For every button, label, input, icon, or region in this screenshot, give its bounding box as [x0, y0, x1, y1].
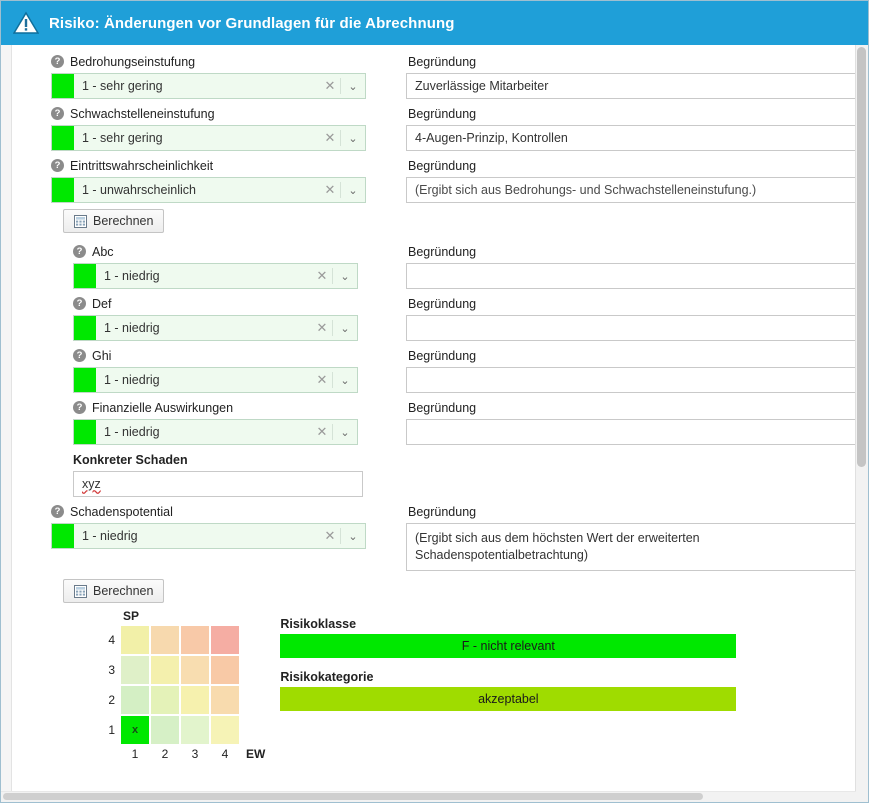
field-bedrohung	[51, 53, 391, 99]
label-text: Begründung	[408, 504, 477, 519]
reason-schwachstelle	[391, 105, 862, 151]
select-value: 1 - niedrig	[104, 425, 160, 439]
label-begruendung	[406, 347, 862, 364]
label-bedrohung	[51, 53, 391, 70]
label-begruendung	[406, 503, 862, 520]
label-text: Begründung	[408, 158, 477, 173]
matrix-y-axis-label: SP	[123, 609, 140, 623]
clear-icon[interactable]: ✕	[324, 528, 336, 543]
field-row-finanziell	[51, 399, 852, 445]
berechnen-button-label: Berechnen	[93, 214, 154, 228]
reason-finanziell	[391, 399, 862, 445]
matrix-y-tick: 4	[108, 633, 115, 647]
matrix-x-tick: 2	[161, 747, 169, 761]
matrix-cell[interactable]	[120, 655, 150, 685]
field-schwachstelle	[51, 105, 391, 151]
select-value: 1 - niedrig	[82, 529, 138, 543]
label-risikoklasse: Risikoklasse	[280, 617, 357, 631]
select-value: 1 - niedrig	[104, 321, 160, 335]
label-text: Begründung	[408, 348, 477, 363]
help-icon[interactable]: ?	[73, 401, 86, 414]
chevron-down-icon[interactable]: ⌄	[348, 530, 358, 543]
select-eintritt[interactable]	[51, 177, 366, 203]
field-row-schadenspotential	[51, 503, 852, 571]
select-def[interactable]	[73, 315, 358, 341]
help-icon[interactable]: ?	[73, 245, 86, 258]
matrix-row	[120, 685, 240, 715]
field-abc	[51, 243, 391, 289]
calculator-icon	[74, 215, 87, 228]
field-ghi	[51, 347, 391, 393]
field-row-eintritt	[51, 157, 852, 203]
matrix-y-tick: 1	[108, 723, 115, 737]
matrix-row	[120, 715, 240, 745]
matrix-x-ticks	[120, 747, 265, 761]
window-title: Risiko: Änderungen vor Grundlagen für die Abrechnung	[49, 14, 455, 32]
label-eintritt	[51, 157, 391, 174]
matrix-grid	[120, 625, 240, 745]
select-value: 1 - sehr gering	[82, 79, 163, 93]
color-swatch-icon	[52, 74, 74, 98]
label-abc	[73, 243, 391, 260]
label-begruendung	[406, 295, 862, 312]
field-row-bedrohung	[51, 53, 852, 99]
field-def	[51, 295, 391, 341]
field-eintritt	[51, 157, 391, 203]
label-finanziell	[73, 399, 391, 416]
label-text: Begründung	[408, 400, 477, 415]
label-text: Ghi	[92, 348, 112, 363]
horizontal-scrollbar-thumb[interactable]	[3, 793, 703, 800]
clear-icon[interactable]: ✕	[316, 320, 328, 335]
risk-matrix	[51, 609, 265, 761]
chevron-down-icon[interactable]: ⌄	[340, 426, 350, 439]
input-begruendung-abc[interactable]	[406, 263, 862, 289]
field-row-def	[51, 295, 852, 341]
input-konkreter-schaden[interactable]: xyz	[73, 471, 363, 497]
horizontal-scrollbar[interactable]	[1, 791, 856, 802]
matrix-cell[interactable]	[120, 625, 150, 655]
clear-icon[interactable]: ✕	[316, 424, 328, 439]
label-text: Abc	[92, 244, 114, 259]
warning-triangle-icon	[13, 11, 39, 35]
matrix-cell[interactable]	[180, 685, 210, 715]
input-begruendung-schadenspotential[interactable]: (Ergibt sich aus dem höchsten Wert der erweiterten Schadenspotentialbetrachtung)	[406, 523, 862, 571]
label-text: Schadenspotential	[70, 504, 173, 519]
label-def	[73, 295, 391, 312]
chevron-down-icon[interactable]: ⌄	[348, 80, 358, 93]
select-finanziell[interactable]	[73, 419, 358, 445]
label-konkreter-schaden	[73, 451, 391, 468]
berechnen-row-1	[63, 209, 852, 233]
help-icon[interactable]: ?	[51, 505, 64, 518]
select-schwachstelle[interactable]	[51, 125, 366, 151]
matrix-x-tick: 4	[221, 747, 229, 761]
reason-abc	[391, 243, 862, 289]
reason-eintritt	[391, 157, 862, 203]
risikokategorie-badge: akzeptabel	[280, 687, 736, 711]
clear-icon[interactable]: ✕	[324, 78, 336, 93]
berechnen-button-1[interactable]	[63, 209, 164, 233]
input-begruendung-bedrohung[interactable]: Zuverlässige Mitarbeiter	[406, 73, 862, 99]
risikoklasse-badge: F - nicht relevant	[280, 634, 736, 658]
matrix-cell[interactable]	[180, 715, 210, 745]
label-text: Def	[92, 296, 112, 311]
label-text: Eintrittswahrscheinlichkeit	[70, 158, 214, 173]
color-swatch-icon	[74, 420, 96, 444]
chevron-down-icon[interactable]: ⌄	[340, 270, 350, 283]
color-swatch-icon	[74, 316, 96, 340]
berechnen-row-2	[63, 579, 852, 603]
select-value: 1 - sehr gering	[82, 131, 163, 145]
reason-ghi	[391, 347, 862, 393]
label-begruendung	[406, 243, 862, 260]
select-value: 1 - niedrig	[104, 269, 160, 283]
field-konkreter-schaden	[51, 451, 391, 497]
select-abc[interactable]	[73, 263, 358, 289]
color-swatch-icon	[52, 126, 74, 150]
input-begruendung-ghi[interactable]	[406, 367, 862, 393]
label-text: Begründung	[408, 54, 477, 69]
matrix-cell[interactable]	[150, 685, 180, 715]
matrix-row	[120, 655, 240, 685]
label-text: Konkreter Schaden	[73, 452, 188, 467]
calculator-icon	[74, 585, 87, 598]
help-icon[interactable]: ?	[51, 159, 64, 172]
label-text: Schwachstelleneinstufung	[70, 106, 215, 121]
matrix-x-tick: 3	[191, 747, 199, 761]
matrix-cell-selected[interactable]: x	[120, 715, 150, 745]
berechnen-button-label: Berechnen	[93, 584, 154, 598]
matrix-cell[interactable]	[150, 625, 180, 655]
results-panel	[265, 609, 852, 711]
matrix-cell[interactable]	[210, 625, 240, 655]
field-schadenspotential	[51, 503, 391, 549]
matrix-x-axis-label: EW	[246, 747, 266, 761]
chevron-down-icon[interactable]: ⌄	[348, 184, 358, 197]
vertical-scrollbar[interactable]	[855, 45, 868, 802]
matrix-cell[interactable]	[180, 655, 210, 685]
label-schwachstelle	[51, 105, 391, 122]
color-swatch-icon	[74, 368, 96, 392]
help-icon[interactable]: ?	[51, 107, 64, 120]
label-begruendung	[406, 157, 862, 174]
select-schadenspotential[interactable]	[51, 523, 366, 549]
field-row-konkreter-schaden	[51, 451, 852, 497]
label-text: Begründung	[408, 244, 477, 259]
vertical-scrollbar-thumb[interactable]	[857, 47, 866, 467]
matrix-row	[120, 625, 240, 655]
field-finanziell	[51, 399, 391, 445]
input-begruendung-schwachstelle[interactable]: 4-Augen-Prinzip, Kontrollen	[406, 125, 862, 151]
label-text: Begründung	[408, 296, 477, 311]
chevron-down-icon[interactable]: ⌄	[348, 132, 358, 145]
reason-bedrohung	[391, 53, 862, 99]
help-icon[interactable]: ?	[73, 349, 86, 362]
input-begruendung-eintritt[interactable]: (Ergibt sich aus Bedrohungs- und Schwachstelleneinstufung.)	[406, 177, 862, 203]
matrix-cell[interactable]	[180, 625, 210, 655]
field-row-ghi	[51, 347, 852, 393]
reason-schadenspotential	[391, 503, 862, 571]
label-risikokategorie: Risikokategorie	[280, 670, 374, 684]
clear-icon[interactable]: ✕	[316, 372, 328, 387]
clear-icon[interactable]: ✕	[316, 268, 328, 283]
field-row-schwachstelle	[51, 105, 852, 151]
color-swatch-icon	[74, 264, 96, 288]
matrix-cell[interactable]	[210, 655, 240, 685]
field-row-abc	[51, 243, 852, 289]
matrix-cell[interactable]	[210, 715, 240, 745]
window-titlebar	[1, 1, 868, 45]
matrix-y-tick: 2	[108, 693, 115, 707]
label-ghi	[73, 347, 391, 364]
help-icon[interactable]: ?	[51, 55, 64, 68]
reason-def	[391, 295, 862, 341]
input-begruendung-finanziell[interactable]	[406, 419, 862, 445]
matrix-x-tick: 1	[131, 747, 139, 761]
matrix-cell[interactable]	[120, 685, 150, 715]
matrix-cell[interactable]	[150, 715, 180, 745]
matrix-cell[interactable]	[150, 655, 180, 685]
berechnen-button-2[interactable]	[63, 579, 164, 603]
chevron-down-icon[interactable]: ⌄	[340, 322, 350, 335]
color-swatch-icon	[52, 524, 74, 548]
label-begruendung	[406, 105, 862, 122]
label-text: Begründung	[408, 106, 477, 121]
clear-icon[interactable]: ✕	[324, 130, 336, 145]
label-begruendung	[406, 53, 862, 70]
matrix-y-tick: 3	[108, 663, 115, 677]
label-text: Finanzielle Auswirkungen	[92, 400, 234, 415]
color-swatch-icon	[52, 178, 74, 202]
dialog-content	[1, 45, 868, 803]
select-value: 1 - niedrig	[104, 373, 160, 387]
select-value: 1 - unwahrscheinlich	[82, 183, 196, 197]
clear-icon[interactable]: ✕	[324, 182, 336, 197]
matrix-y-ticks	[101, 625, 115, 745]
select-bedrohung[interactable]	[51, 73, 366, 99]
matrix-cell[interactable]	[210, 685, 240, 715]
help-icon[interactable]: ?	[73, 297, 86, 310]
label-text: Bedrohungseinstufung	[70, 54, 196, 69]
label-schadenspotential	[51, 503, 391, 520]
input-begruendung-def[interactable]	[406, 315, 862, 341]
label-begruendung	[406, 399, 862, 416]
risk-matrix-section	[51, 609, 852, 761]
chevron-down-icon[interactable]: ⌄	[340, 374, 350, 387]
select-ghi[interactable]	[73, 367, 358, 393]
